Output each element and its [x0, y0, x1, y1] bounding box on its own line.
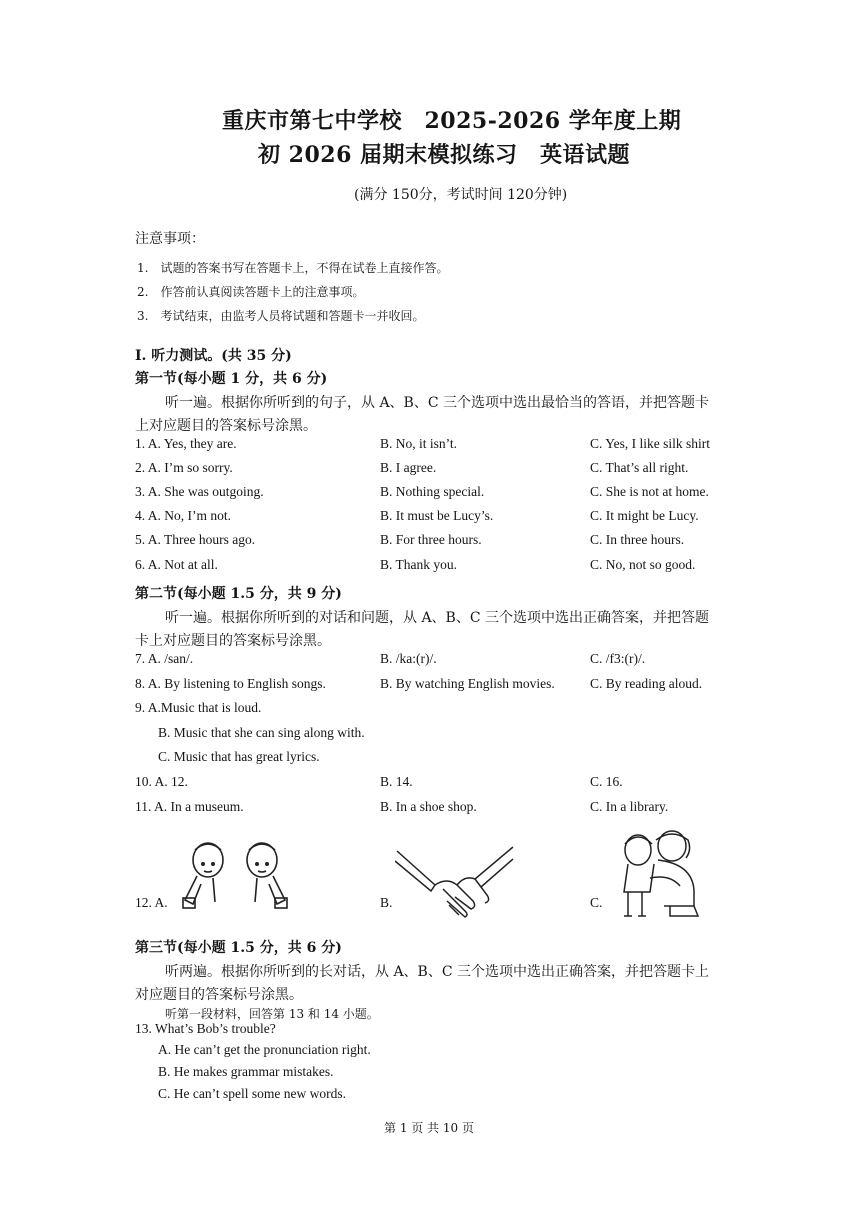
question-6-option-a: 6. A. Not at all.: [135, 557, 218, 572]
question-9-option-a: 9. A.Music that is loud.: [135, 700, 262, 715]
question-3-option-b: B. Nothing special.: [380, 484, 485, 499]
question-10-option-b: B. 14.: [380, 774, 413, 789]
question-13-option-a: A. He can’t get the pronunciation right.: [158, 1042, 371, 1057]
question-2-option-c: C. That’s all right.: [590, 460, 689, 475]
question-13-stem: 13. What’s Bob’s trouble?: [135, 1021, 276, 1036]
handshake-picture: [395, 845, 515, 920]
question-4-option-c: C. It might be Lucy.: [590, 508, 699, 523]
question-8-option-a: 8. A. By listening to English songs.: [135, 676, 326, 691]
question-8-option-c: C. By reading aloud.: [590, 676, 703, 691]
question-6-option-b: B. Thank you.: [380, 557, 457, 572]
section1-instruction-cont: 上对应题目的答案标号涂黑。: [135, 418, 317, 434]
question-3-option-c: C. She is not at home.: [590, 484, 709, 499]
question-7-option-b: B. /ka:(r)/.: [380, 651, 437, 666]
question-11-option-b: B. In a shoe shop.: [380, 799, 477, 814]
page-number: 第 1 页 共 10 页: [384, 1121, 474, 1135]
section3-heading: 第三节(每小题 1.5 分，共 6 分): [135, 940, 342, 956]
question-5-option-c: C. In three hours.: [590, 532, 685, 547]
notice-item: 2. 作答前认真阅读答题卡上的注意事项。: [137, 285, 365, 299]
question-11-option-c: C. In a library.: [590, 799, 669, 814]
notice-item: 3. 考试结束，由监考人员将试题和答题卡一并收回。: [137, 309, 425, 323]
question-7-option-a: 7. A. /san/.: [135, 651, 194, 666]
notice-item: 1. 试题的答案书写在答题卡上，不得在试卷上直接作答。: [137, 261, 449, 275]
section3-material-note: 听第一段材料，回答第 13 和 14 小题。: [165, 1007, 379, 1021]
section1-instruction: 听一遍。根据你所听到的句子，从 A、B、C 三个选项中选出最恰当的答语，并把答题卡: [165, 395, 710, 411]
question-6-option-c: C. No, not so good.: [590, 557, 696, 572]
section3-instruction: 听两遍。根据你所听到的长对话，从 A、B、C 三个选项中选出正确答案，并把答题卡上: [165, 964, 710, 980]
question-12-option-b: B.: [380, 895, 393, 910]
question-10-option-a: 10. A. 12.: [135, 774, 188, 789]
question-12-option-a: 12. A.: [135, 895, 168, 910]
section1-heading: 第一节(每小题 1 分，共 6 分): [135, 371, 328, 387]
hugging-people-picture: [610, 830, 710, 920]
exam-title-line2: 初 2026 届期末模拟练习 英语试题: [258, 142, 631, 168]
question-4-option-a: 4. A. No, I’m not.: [135, 508, 231, 523]
section2-heading: 第二节(每小题 1.5 分，共 9 分): [135, 586, 342, 602]
question-11-option-a: 11. A. In a museum.: [135, 799, 244, 814]
section3-instruction-cont: 对应题目的答案标号涂黑。: [135, 987, 303, 1003]
section2-instruction: 听一遍。根据你所听到的对话和问题，从 A、B、C 三个选项中选出正确答案，并把答题: [165, 610, 710, 626]
question-2-option-b: B. I agree.: [380, 460, 437, 475]
question-13-option-c: C. He can’t spell some new words.: [158, 1086, 346, 1101]
question-5-option-a: 5. A. Three hours ago.: [135, 532, 256, 547]
question-13-option-b: B. He makes grammar mistakes.: [158, 1064, 334, 1079]
question-9-option-b: B. Music that she can sing along with.: [158, 725, 365, 740]
question-7-option-c: C. /f3:(r)/.: [590, 651, 646, 666]
question-1-option-a: 1. A. Yes, they are.: [135, 436, 237, 451]
notice-heading: 注意事项：: [135, 231, 205, 247]
question-1-option-c: C. Yes, I like silk shirt: [590, 436, 711, 451]
question-9-option-c: C. Music that has great lyrics.: [158, 749, 320, 764]
exam-subtitle: (满分 150分，考试时间 120分钟): [354, 187, 568, 203]
question-3-option-a: 3. A. She was outgoing.: [135, 484, 264, 499]
question-8-option-b: B. By watching English movies.: [380, 676, 555, 691]
part1-heading: I. 听力测试。(共 35 分): [135, 348, 292, 364]
question-10-option-c: C. 16.: [590, 774, 623, 789]
question-5-option-b: B. For three hours.: [380, 532, 482, 547]
section2-instruction-cont: 卡上对应题目的答案标号涂黑。: [135, 633, 331, 649]
question-12-option-c: C.: [590, 895, 603, 910]
question-1-option-b: B. No, it isn’t.: [380, 436, 458, 451]
bowing-people-picture: [175, 838, 295, 918]
question-4-option-b: B. It must be Lucy’s.: [380, 508, 494, 523]
exam-title-line1: 重庆市第七中学校 2025-2026 学年度上期: [222, 108, 682, 134]
question-2-option-a: 2. A. I’m so sorry.: [135, 460, 233, 475]
